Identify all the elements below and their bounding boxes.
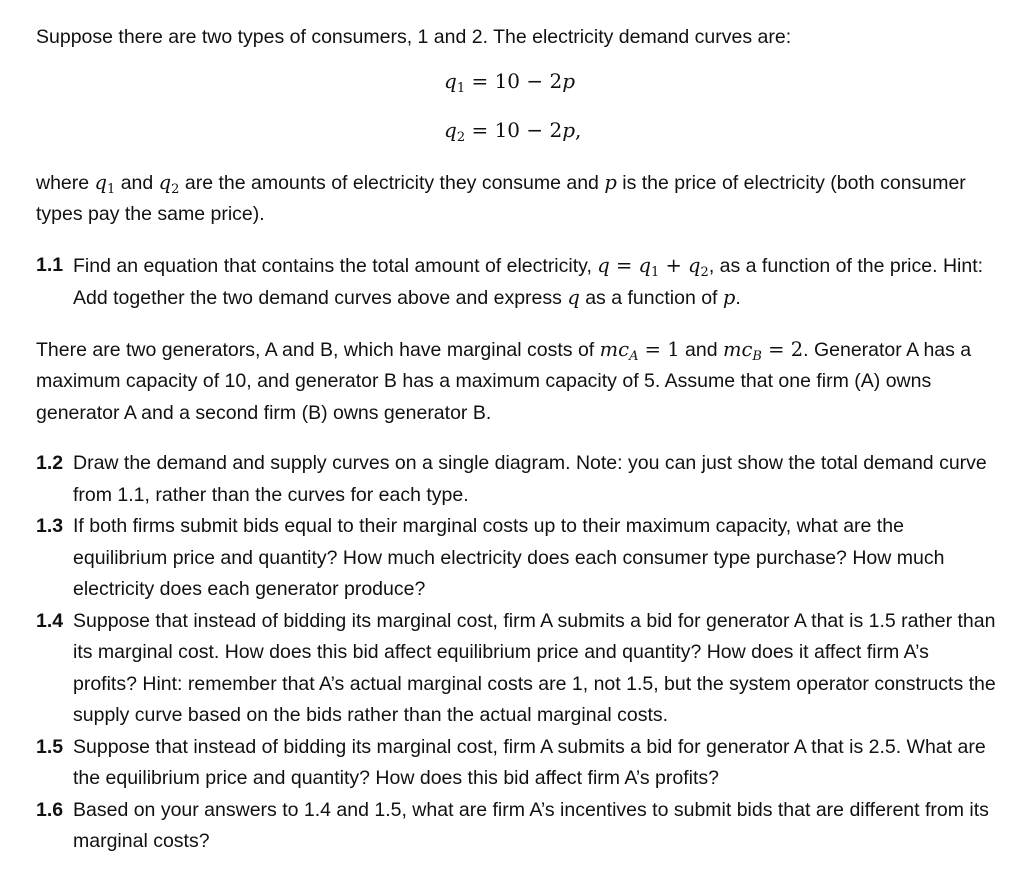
- gen-mc-a-value: = 1: [638, 337, 680, 361]
- q11-text-2: , as a function of the price. Hint: Add together the two demand curves above and express: [73, 254, 984, 309]
- gen-mc-b-value: = 2: [761, 337, 804, 361]
- eq2-variable: q: [444, 117, 457, 142]
- where-q2: q: [158, 170, 172, 194]
- q11-eq-q2-sub: 2: [700, 264, 709, 280]
- question-1-2: [36, 448, 996, 511]
- where-text-2: and: [115, 171, 159, 194]
- gen-mc-b-sub: B: [752, 348, 762, 364]
- where-q1: q: [94, 170, 108, 194]
- question-text: If both firms submit bids equal to their marginal costs up to their maximum capacity, what are the equilibrium price and quantity? How much electricity does each consumer type purchase? How much electricity does each generator produce?: [73, 515, 945, 600]
- where-text-1: where: [36, 171, 95, 194]
- question-1-1: [36, 250, 996, 315]
- where-q2-sub: 2: [171, 181, 180, 197]
- where-text-4: is the price of electricity (both consumer types pay the same price).: [36, 171, 966, 225]
- q11-eq-plus: +: [659, 253, 689, 277]
- q11-eq-equals: =: [609, 253, 639, 277]
- generators-paragraph: [36, 334, 996, 430]
- q11-eq-q1: q: [638, 253, 652, 277]
- eq2-rhs: = 10 − 2: [471, 117, 563, 142]
- where-q1-sub: 1: [107, 181, 116, 197]
- q11-var-p: p: [722, 286, 736, 309]
- intro-paragraph: Suppose there are two types of consumers, 1 and 2. The electricity demand curves are:: [36, 26, 792, 48]
- eq1-subscript: 1: [456, 80, 466, 96]
- q11-eq-q2: q: [688, 253, 701, 277]
- demand-equation-1: [36, 62, 996, 101]
- where-p: p: [604, 170, 617, 194]
- gen-mc-a: mc: [599, 337, 630, 361]
- eq1-variable: q: [444, 68, 457, 93]
- question-1-4: [36, 606, 996, 732]
- question-number: 1.2: [36, 452, 64, 474]
- question-1-5: [36, 732, 996, 795]
- question-number: 1.5: [36, 735, 64, 758]
- gen-text-2: and: [679, 338, 723, 361]
- q11-var-q: q: [567, 286, 580, 309]
- eq2-tail: ,: [575, 117, 582, 142]
- where-text-3: are the amounts of electricity they consume and: [179, 171, 605, 194]
- question-text: Suppose that instead of bidding its marginal cost, firm A submits a bid for generator A that is 1.5 rather than its marginal cost. How does this bid affect equilibrium price and quantity? How does it affect firm A’s profits? Hint: remember that A’s actual marginal costs are 1, not 1.5, but the system operator constructs the supply curve based on the bids rather than the actual marginal costs.: [73, 609, 996, 726]
- question-number: 1.1: [36, 253, 64, 276]
- gen-mc-b: mc: [722, 337, 753, 361]
- question-1-6: [36, 795, 996, 858]
- eq1-rhs: = 10 − 2: [471, 68, 563, 93]
- q11-text-3: as a function of: [579, 287, 723, 309]
- question-1-3: [36, 511, 996, 606]
- eq2-subscript: 2: [456, 129, 466, 145]
- q11-eq-q1-sub: 1: [651, 264, 660, 280]
- document-page: [36, 22, 996, 858]
- question-number: 1.3: [36, 515, 64, 537]
- question-number: 1.6: [36, 798, 64, 821]
- question-text: Draw the demand and supply curves on a single diagram. Note: you can just show the total demand curve from 1.1, rather than the curves for each type.: [73, 452, 987, 506]
- eq2-price-variable: p: [562, 117, 576, 142]
- eq1-price-variable: p: [562, 68, 576, 93]
- question-text: [73, 250, 996, 315]
- gen-text-3: . Generator A has a maximum capacity of 10, and generator B has a maximum capacity of 5. Assume that one firm (A) owns generator A and a second firm (B) owns generator B.: [36, 338, 972, 424]
- q11-text-1: Find an equation that contains the total amount of electricity,: [73, 254, 598, 277]
- demand-equation-2: [36, 111, 996, 150]
- q11-eq-q: q: [597, 253, 610, 277]
- question-text: Based on your answers to 1.4 and 1.5, what are firm A’s incentives to submit bids that are different from its marginal costs?: [73, 798, 989, 852]
- where-paragraph: [36, 167, 996, 231]
- gen-text-1: There are two generators, A and B, which have marginal costs of: [36, 338, 600, 361]
- question-number: 1.4: [36, 609, 64, 632]
- q11-text-4: .: [735, 287, 741, 309]
- question-text: Suppose that instead of bidding its marginal cost, firm A submits a bid for generator A that is 2.5. What are the equilibrium price and quantity? How does this bid affect firm A’s profits?: [73, 735, 986, 789]
- gen-mc-a-sub: A: [629, 348, 639, 364]
